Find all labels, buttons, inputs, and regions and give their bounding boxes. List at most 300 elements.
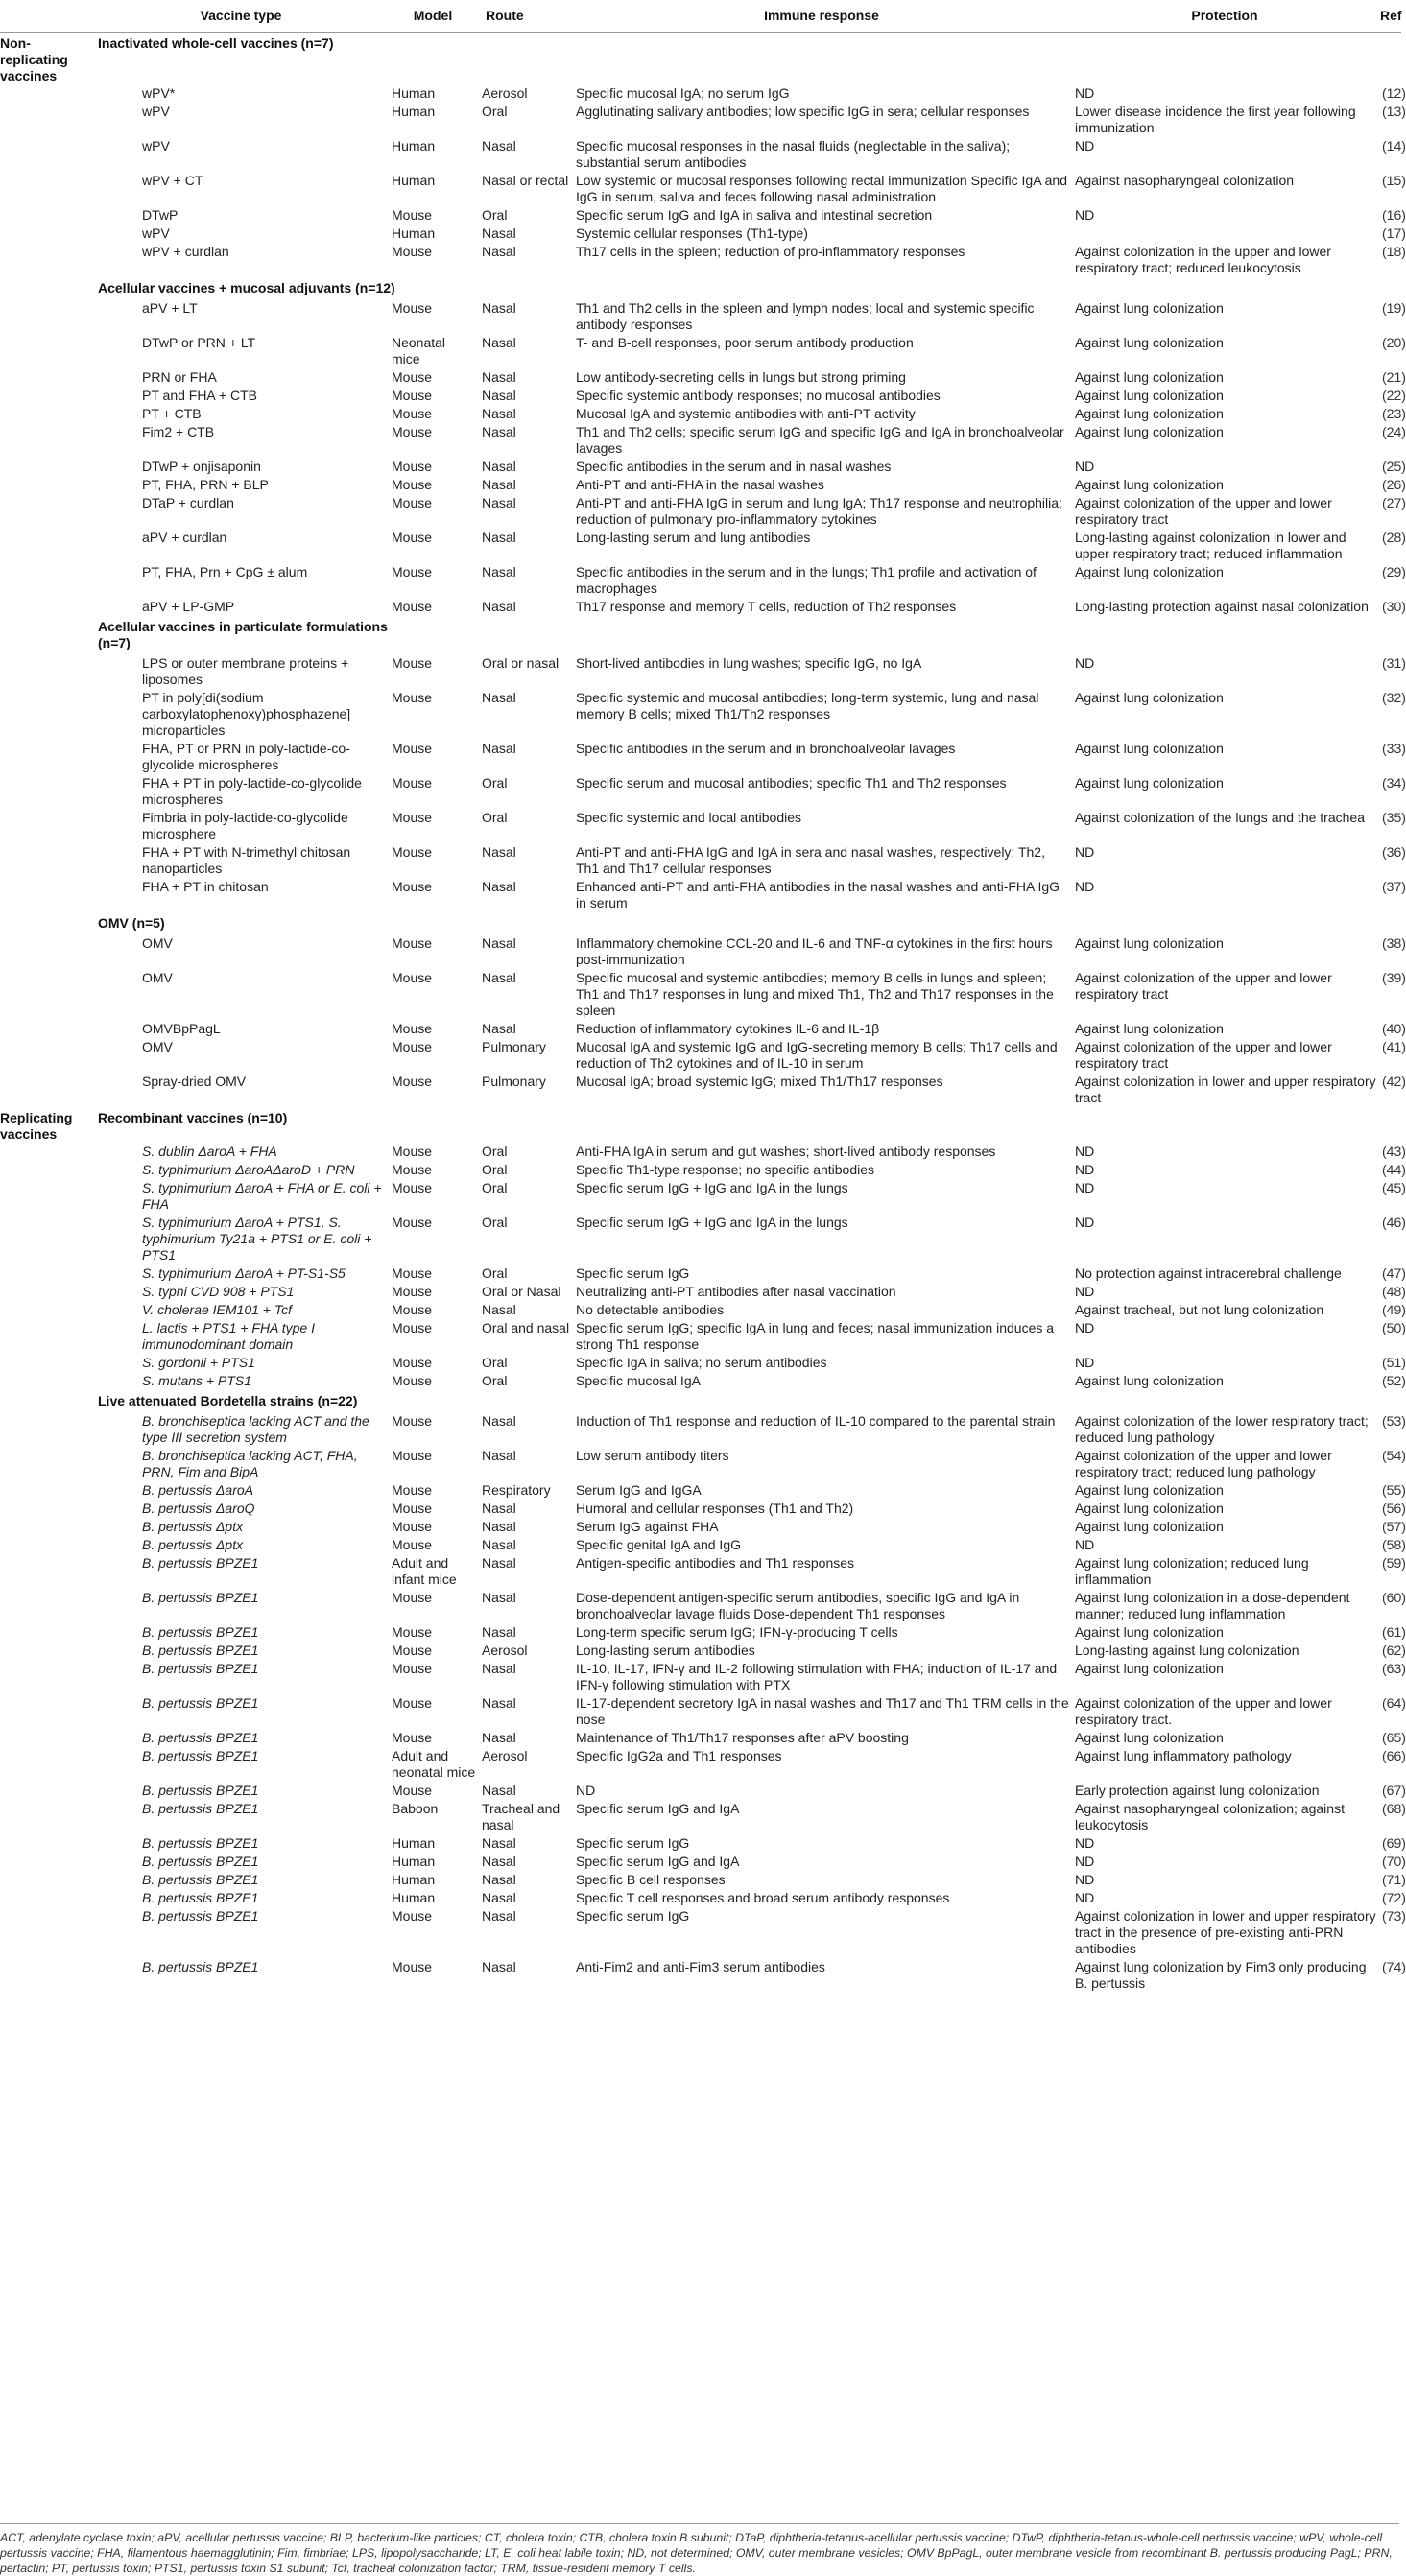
class-spacer-cell (0, 1179, 94, 1214)
protection-cell: Against lung colonization (1075, 1021, 1224, 1036)
protection-cell: ND (1075, 1180, 1095, 1195)
route-cell: Oral (482, 1373, 508, 1388)
vaccine-type-cell: Fimbria in poly-lactide-co-glycolide microsphere (142, 810, 348, 841)
model-cell: Mouse (392, 1537, 433, 1552)
model-cell: Mouse (392, 1624, 433, 1640)
immune-response-cell: Serum IgG against FHA (576, 1519, 719, 1534)
protection-cell: ND (1075, 1854, 1095, 1869)
route-cell: Respiratory (482, 1482, 551, 1498)
immune-response-cell: Th1 and Th2 cells in the spleen and lymph nodes; local and systemic specific antibody responses (576, 300, 1035, 332)
immune-response-cell: Specific systemic antibody responses; no mucosal antibodies (576, 388, 941, 403)
vaccine-type-cell: OMV (142, 1039, 173, 1054)
vaccine-type-cell: wPV (142, 104, 170, 119)
vaccine-type-cell: FHA + PT in poly-lactide-co-glycolide microspheres (142, 775, 362, 807)
reference-cell: (55) (1382, 1482, 1406, 1498)
protection-cell: ND (1075, 1872, 1095, 1887)
reference-cell: (54) (1382, 1448, 1406, 1463)
model-cell: Human (392, 138, 436, 154)
group-title: OMV (n=5) (98, 915, 165, 931)
vaccine-type-cell: S. dublin ΔaroA + FHA (142, 1144, 277, 1159)
immune-response-cell: Serum IgG and IgGA (576, 1482, 702, 1498)
class-spacer-cell (0, 458, 94, 476)
class-spacer-cell (0, 1907, 94, 1958)
immune-response-cell: Th17 cells in the spleen; reduction of pro-inflammatory responses (576, 244, 965, 259)
model-cell: Mouse (392, 775, 433, 791)
model-cell: Mouse (392, 690, 433, 705)
route-cell: Oral (482, 1144, 508, 1159)
header-model: Model (388, 2, 478, 33)
protection-cell: Against nasopharyngeal colonization (1075, 173, 1295, 188)
vaccine-type-cell: B. pertussis BPZE1 (142, 1730, 259, 1745)
route-cell: Nasal (482, 388, 516, 403)
immune-response-cell: Specific B cell responses (576, 1872, 726, 1887)
immune-response-cell: Specific serum and mucosal antibodies; specific Th1 and Th2 responses (576, 775, 1007, 791)
model-cell: Mouse (392, 1642, 433, 1658)
protection-cell: Against lung colonization (1075, 564, 1224, 579)
reference-cell: (62) (1382, 1642, 1406, 1658)
reference-cell: (47) (1382, 1265, 1406, 1281)
reference-cell: (26) (1382, 477, 1406, 492)
model-cell: Human (392, 1854, 436, 1869)
protection-cell: Against lung colonization (1075, 388, 1224, 403)
class-spacer-cell (0, 172, 94, 206)
model-cell: Mouse (392, 599, 433, 614)
protection-cell: Against lung colonization (1075, 477, 1224, 492)
vaccine-type-cell: B. pertussis BPZE1 (142, 1695, 259, 1711)
reference-cell: (71) (1382, 1872, 1406, 1887)
protection-cell: Against colonization of the upper and lower respiratory tract. (1075, 1695, 1332, 1727)
reference-cell: (40) (1382, 1021, 1406, 1036)
model-cell: Mouse (392, 244, 433, 259)
route-cell: Oral (482, 1162, 508, 1177)
model-cell: Mouse (392, 1355, 433, 1370)
protection-cell: Against lung colonization (1075, 1730, 1224, 1745)
class-spacer-cell (0, 1301, 94, 1319)
vaccine-type-cell: OMV (142, 935, 173, 951)
reference-cell: (41) (1382, 1039, 1406, 1054)
protection-cell: Long-lasting against colonization in lower and upper respiratory tract; reduced inflammation (1075, 530, 1346, 561)
class-spacer-cell (0, 243, 94, 277)
protection-cell: Lower disease incidence the first year following immunization (1075, 104, 1356, 135)
vaccine-type-cell: wPV (142, 225, 170, 241)
reference-cell: (72) (1382, 1890, 1406, 1905)
vaccine-type-cell: B. pertussis BPZE1 (142, 1854, 259, 1869)
route-cell: Nasal (482, 970, 516, 985)
reference-cell: (60) (1382, 1590, 1406, 1605)
reference-cell: (12) (1382, 85, 1406, 101)
protection-cell: ND (1075, 1320, 1095, 1335)
class-spacer-cell (0, 809, 94, 843)
model-cell: Mouse (392, 1661, 433, 1676)
class-spacer-cell (0, 1782, 94, 1800)
model-cell: Mouse (392, 1448, 433, 1463)
route-cell: Nasal (482, 1661, 516, 1676)
reference-cell: (29) (1382, 564, 1406, 579)
route-cell: Nasal (482, 138, 516, 154)
vaccine-type-cell: aPV + LP-GMP (142, 599, 235, 614)
immune-response-cell: Specific systemic and mucosal antibodies; long-term systemic, lung and nasal memory B cells; mixed Th1/Th2 responses (576, 690, 1039, 721)
table-footnote: ACT, adenylate cyclase toxin; aPV, acellular pertussis vaccine; BLP, bacterium-like particles; CT, cholera toxin; CTB, cholera toxin B subunit; DTaP, diphtheria-tetanus-acellular pertussis vaccine; DTwP, diphtheria-tetanus-whole-cell pertussis vaccine; wPV, whole-cell pertussis vaccine; FHA, filamentous haemagglutinin; Fim, fimbriae; LPS, lipopolysaccharide; LT, E. coli heat labile toxin; ND, not determined; OMV, outer membrane vesicles; OMV BpPagL, outer membrane vesicle from recombinant B. pertussis producing PagL; PRN, pertactin; PT, pertussis toxin; PTS1, pertussis toxin S1 subunit; Tcf, tracheal colonization factor; TRM, tissue-resident memory T cells. (0, 2523, 1399, 2576)
model-cell: Mouse (392, 1730, 433, 1745)
vaccine-type-cell: B. pertussis BPZE1 (142, 1555, 259, 1571)
model-cell: Mouse (392, 655, 433, 671)
reference-cell: (64) (1382, 1695, 1406, 1711)
immune-response-cell: Specific serum IgG (576, 1908, 690, 1924)
reference-cell: (19) (1382, 300, 1406, 316)
model-cell: Mouse (392, 1180, 433, 1195)
model-cell: Mouse (392, 810, 433, 825)
model-cell: Mouse (392, 459, 433, 474)
route-cell: Oral (482, 1215, 508, 1230)
route-cell: Nasal (482, 1890, 516, 1905)
reference-cell: (49) (1382, 1302, 1406, 1317)
vaccine-type-cell: Fim2 + CTB (142, 424, 215, 439)
model-cell: Mouse (392, 388, 433, 403)
model-cell: Neonatal mice (392, 335, 446, 366)
route-cell: Oral (482, 1355, 508, 1370)
vaccine-type-cell: PT and FHA + CTB (142, 388, 257, 403)
reference-cell: (14) (1382, 138, 1406, 154)
route-cell: Nasal (482, 369, 516, 385)
protection-cell: ND (1075, 1162, 1095, 1177)
immune-response-cell: Specific serum IgG and IgA in saliva and intestinal secretion (576, 207, 933, 223)
vaccine-type-cell: FHA + PT in chitosan (142, 879, 269, 894)
vaccine-type-cell: S. typhimurium ΔaroA + PT-S1-S5 (142, 1265, 346, 1281)
model-cell: Mouse (392, 1482, 433, 1498)
route-cell: Nasal (482, 1872, 516, 1887)
model-cell: Mouse (392, 1959, 433, 1974)
model-cell: Mouse (392, 564, 433, 579)
route-cell: Nasal (482, 879, 516, 894)
model-cell: Baboon (392, 1801, 439, 1816)
model-cell: Mouse (392, 1783, 433, 1798)
vaccine-type-cell: FHA, PT or PRN in poly-lactide-co-glycolide microspheres (142, 741, 350, 772)
group-title: Inactivated whole-cell vaccines (n=7) (98, 35, 334, 51)
protection-cell: ND (1075, 655, 1095, 671)
protection-cell: ND (1075, 138, 1095, 154)
route-cell: Nasal (482, 741, 516, 756)
model-cell: Mouse (392, 970, 433, 985)
protection-cell: Against lung colonization (1075, 1501, 1224, 1516)
route-cell: Nasal (482, 844, 516, 860)
class-spacer-cell (0, 1853, 94, 1871)
immune-response-cell: Specific antibodies in the serum and in the lungs; Th1 profile and activation of macrophages (576, 564, 1037, 596)
class-spacer-cell (0, 1020, 94, 1038)
immune-response-cell: No detectable antibodies (576, 1302, 725, 1317)
class-spacer-cell (0, 1660, 94, 1694)
class-spacer-cell (0, 1500, 94, 1518)
reference-cell: (46) (1382, 1215, 1406, 1230)
protection-cell: Against colonization in lower and upper respiratory tract (1075, 1074, 1376, 1105)
model-cell: Mouse (392, 1302, 433, 1317)
header-class (0, 2, 94, 33)
vaccine-type-cell: B. pertussis Δptx (142, 1537, 244, 1552)
protection-cell: ND (1075, 207, 1095, 223)
class-spacer-cell (0, 878, 94, 912)
protection-cell: Against colonization in lower and upper respiratory tract in the presence of pre-existing anti-PRN antibodies (1075, 1908, 1376, 1956)
immune-response-cell: Specific antibodies in the serum and in nasal washes (576, 459, 892, 474)
vaccine-type-cell: B. pertussis ΔaroA (142, 1482, 253, 1498)
protection-cell: Against lung colonization (1075, 1624, 1224, 1640)
model-cell: Mouse (392, 477, 433, 492)
reference-cell: (67) (1382, 1783, 1406, 1798)
immune-response-cell: Specific mucosal responses in the nasal fluids (neglectable in the saliva); substantial serum antibodies (576, 138, 1011, 170)
model-cell: Mouse (392, 1501, 433, 1516)
protection-cell: Against lung colonization (1075, 1661, 1224, 1676)
class-spacer-cell (0, 1161, 94, 1179)
vaccine-type-cell: B. pertussis BPZE1 (142, 1661, 259, 1676)
protection-cell: Against tracheal, but not lung colonization (1075, 1302, 1324, 1317)
reference-cell: (68) (1382, 1801, 1406, 1816)
reference-cell: (38) (1382, 935, 1406, 951)
protection-cell: Against colonization of the upper and lower respiratory tract (1075, 970, 1332, 1002)
reference-cell: (63) (1382, 1661, 1406, 1676)
protection-cell: Against colonization of the upper and lower respiratory tract; reduced lung pathology (1075, 1448, 1332, 1479)
class-spacer-cell (0, 137, 94, 172)
reference-cell: (13) (1382, 104, 1406, 119)
immune-response-cell: Antigen-specific antibodies and Th1 responses (576, 1555, 855, 1571)
model-cell: Mouse (392, 1284, 433, 1299)
class-spacer-cell (0, 1038, 94, 1073)
immune-response-cell: Specific mucosal and systemic antibodies; memory B cells in lungs and spleen; Th1 and Th17 responses in lung and mixed Th1, Th2 and Th17 responses in the spleen (576, 970, 1054, 1018)
class-spacer-cell (0, 1834, 94, 1853)
immune-response-cell: Induction of Th1 response and reduction of IL-10 compared to the parental strain (576, 1413, 1056, 1429)
immune-response-cell: Inflammatory chemokine CCL-20 and IL-6 and TNF-α cytokines in the first hours post-immunization (576, 935, 1053, 967)
vaccine-type-cell: DTwP + onjisaponin (142, 459, 261, 474)
model-cell: Mouse (392, 844, 433, 860)
immune-response-cell: Specific mucosal IgA (576, 1373, 701, 1388)
immune-response-cell: Anti-Fim2 and anti-Fim3 serum antibodies (576, 1959, 825, 1974)
vaccine-type-cell: wPV (142, 138, 170, 154)
model-cell: Mouse (392, 369, 433, 385)
header-vaccine-type: Vaccine type (94, 2, 388, 33)
model-cell: Human (392, 1890, 436, 1905)
reference-cell: (37) (1382, 879, 1406, 894)
protection-cell: ND (1075, 1144, 1095, 1159)
class-spacer-cell (0, 1073, 94, 1107)
class-spacer-cell (0, 103, 94, 137)
immune-response-cell: Reduction of inflammatory cytokines IL-6 and IL-1β (576, 1021, 880, 1036)
model-cell: Mouse (392, 741, 433, 756)
class-spacer-cell (0, 206, 94, 225)
group-title: Acellular vaccines in particulate formulations (n=7) (98, 619, 388, 650)
vaccine-type-cell: DTwP (142, 207, 179, 223)
immune-response-cell: Mucosal IgA and systemic IgG and IgG-secreting memory B cells; Th17 cells and reduction of Th2 cytokines and of IL-10 in serum (576, 1039, 1058, 1071)
protection-cell: Long-lasting against lung colonization (1075, 1642, 1299, 1658)
protection-cell: Against lung colonization (1075, 741, 1224, 756)
immune-response-cell: Anti-PT and anti-FHA in the nasal washes (576, 477, 824, 492)
immune-response-cell: Low systemic or mucosal responses following rectal immunization Specific IgA and IgG in serum, saliva and feces following nasal administration (576, 173, 1068, 204)
protection-cell: ND (1075, 459, 1095, 474)
reference-cell: (23) (1382, 406, 1406, 421)
class-spacer-cell (0, 1871, 94, 1889)
reference-cell: (36) (1382, 844, 1406, 860)
immune-response-cell: Low antibody-secreting cells in lungs but strong priming (576, 369, 906, 385)
class-spacer-cell (0, 405, 94, 423)
class-spacer-cell (0, 1372, 94, 1390)
class-spacer-cell (0, 1283, 94, 1301)
class-spacer-cell (0, 1747, 94, 1782)
route-cell: Oral (482, 1180, 508, 1195)
model-cell: Mouse (392, 1373, 433, 1388)
route-cell: Oral (482, 775, 508, 791)
route-cell: Nasal (482, 530, 516, 545)
immune-response-cell: IL-10, IL-17, IFN-γ and IL-2 following stimulation with FHA; induction of IL-17 and IFN-γ following stimulation with PTX (576, 1661, 1058, 1692)
protection-cell: Against colonization in the upper and lower respiratory tract; reduced leukocytosis (1075, 244, 1331, 275)
vaccine-type-cell: B. pertussis BPZE1 (142, 1783, 259, 1798)
vaccine-type-cell: PT + CTB (142, 406, 202, 421)
route-cell: Nasal (482, 1730, 516, 1745)
route-cell: Nasal (482, 1695, 516, 1711)
vaccine-type-cell: wPV + CT (142, 173, 203, 188)
reference-cell: (58) (1382, 1537, 1406, 1552)
vaccine-type-cell: PRN or FHA (142, 369, 217, 385)
class-spacer-cell (0, 1623, 94, 1642)
vaccine-class-label: Replicating vaccines (0, 1110, 73, 1142)
route-cell: Aerosol (482, 85, 528, 101)
reference-cell: (44) (1382, 1162, 1406, 1177)
class-spacer-cell (0, 1354, 94, 1372)
immune-response-cell: Specific systemic and local antibodies (576, 810, 802, 825)
protection-cell: ND (1075, 1537, 1095, 1552)
route-cell: Nasal or rectal (482, 173, 569, 188)
class-spacer-cell (0, 598, 94, 616)
immune-response-cell: Th17 response and memory T cells, reduction of Th2 responses (576, 599, 957, 614)
vaccine-type-cell: Spray-dried OMV (142, 1074, 247, 1089)
protection-cell: Long-lasting protection against nasal colonization (1075, 599, 1369, 614)
route-cell: Nasal (482, 244, 516, 259)
model-cell: Mouse (392, 424, 433, 439)
route-cell: Nasal (482, 1783, 516, 1798)
model-cell: Mouse (392, 1413, 433, 1429)
immune-response-cell: T- and B-cell responses, poor serum antibody production (576, 335, 914, 350)
route-cell: Pulmonary (482, 1039, 546, 1054)
model-cell: Mouse (392, 495, 433, 510)
reference-cell: (73) (1382, 1908, 1406, 1924)
header-immune-response: Immune response (572, 2, 1071, 33)
route-cell: Nasal (482, 935, 516, 951)
vaccine-type-cell: B. pertussis BPZE1 (142, 1908, 259, 1924)
class-spacer-cell (0, 934, 94, 969)
model-cell: Mouse (392, 1039, 433, 1054)
reference-cell: (30) (1382, 599, 1406, 614)
route-cell: Nasal (482, 225, 516, 241)
model-cell: Human (392, 173, 436, 188)
group-title: Acellular vaccines + mucosal adjuvants (n=12) (98, 280, 395, 295)
vaccine-type-cell: B. pertussis BPZE1 (142, 1872, 259, 1887)
vaccine-type-cell: B. pertussis BPZE1 (142, 1890, 259, 1905)
vaccine-type-cell: S. mutans + PTS1 (142, 1373, 251, 1388)
model-cell: Mouse (392, 1590, 433, 1605)
immune-response-cell: Specific IgG2a and Th1 responses (576, 1748, 782, 1763)
vaccine-type-cell: PT, FHA, PRN + BLP (142, 477, 269, 492)
empty-cell (0, 912, 94, 934)
immune-response-cell: Long-term specific serum IgG; IFN-γ-producing T cells (576, 1624, 898, 1640)
route-cell: Oral (482, 104, 508, 119)
protection-cell: Against lung inflammatory pathology (1075, 1748, 1292, 1763)
class-spacer-cell (0, 368, 94, 387)
reference-cell: (59) (1382, 1555, 1406, 1571)
route-cell: Oral or Nasal (482, 1284, 561, 1299)
vaccine-type-cell: FHA + PT with N-trimethyl chitosan nanoparticles (142, 844, 351, 876)
protection-cell: Against lung colonization in a dose-dependent manner; reduced lung inflammation (1075, 1590, 1350, 1621)
immune-response-cell: Systemic cellular responses (Th1-type) (576, 225, 808, 241)
protection-cell: ND (1075, 1215, 1095, 1230)
immune-response-cell: Specific serum IgG (576, 1835, 690, 1851)
reference-cell: (56) (1382, 1501, 1406, 1516)
vaccine-type-cell: S. typhimurium ΔaroA + PTS1, S. typhimurium Ty21a + PTS1 or E. coli + PTS1 (142, 1215, 372, 1263)
immune-response-cell: ND (576, 1783, 596, 1798)
protection-cell: ND (1075, 1284, 1095, 1299)
immune-response-cell: Specific serum IgG + IgG and IgA in the lungs (576, 1215, 848, 1230)
route-cell: Tracheal and nasal (482, 1801, 560, 1832)
reference-cell: (33) (1382, 741, 1406, 756)
vaccine-type-cell: B. bronchiseptica lacking ACT and the type III secretion system (142, 1413, 369, 1445)
protection-cell: Against lung colonization (1075, 424, 1224, 439)
route-cell: Nasal (482, 424, 516, 439)
reference-cell: (17) (1382, 225, 1406, 241)
header-route: Route (478, 2, 572, 33)
protection-cell: Against lung colonization (1075, 369, 1224, 385)
reference-cell: (25) (1382, 459, 1406, 474)
protection-cell: ND (1075, 1835, 1095, 1851)
reference-cell: (15) (1382, 173, 1406, 188)
vaccine-type-cell: B. pertussis BPZE1 (142, 1959, 259, 1974)
route-cell: Nasal (482, 599, 516, 614)
class-spacer-cell (0, 1319, 94, 1354)
model-cell: Mouse (392, 1320, 433, 1335)
protection-cell: ND (1075, 844, 1095, 860)
class-spacer-cell (0, 1958, 94, 1993)
vaccine-type-cell: S. typhimurium ΔaroAΔaroD + PRN (142, 1162, 355, 1177)
protection-cell: Against colonization of the upper and lower respiratory tract (1075, 495, 1332, 527)
immune-response-cell: Specific serum IgG (576, 1265, 690, 1281)
protection-cell: Against lung colonization by Fim3 only producing B. pertussis (1075, 1959, 1367, 1991)
vaccine-class-label: Non-replicating vaccines (0, 35, 68, 83)
route-cell: Nasal (482, 690, 516, 705)
model-cell: Mouse (392, 1519, 433, 1534)
route-cell: Nasal (482, 406, 516, 421)
reference-cell: (27) (1382, 495, 1406, 510)
reference-cell: (22) (1382, 388, 1406, 403)
class-spacer-cell (0, 423, 94, 458)
model-cell: Mouse (392, 935, 433, 951)
header-protection: Protection (1071, 2, 1378, 33)
reference-cell: (43) (1382, 1144, 1406, 1159)
vaccine-type-cell: B. pertussis ΔaroQ (142, 1501, 255, 1516)
route-cell: Nasal (482, 1501, 516, 1516)
route-cell: Nasal (482, 1854, 516, 1869)
vaccine-type-cell: B. pertussis BPZE1 (142, 1590, 259, 1605)
route-cell: Nasal (482, 1021, 516, 1036)
class-spacer-cell (0, 1214, 94, 1264)
reference-cell: (21) (1382, 369, 1406, 385)
vaccine-type-cell: B. pertussis BPZE1 (142, 1748, 259, 1763)
reference-cell: (20) (1382, 335, 1406, 350)
model-cell: Mouse (392, 1695, 433, 1711)
protection-cell: Against lung colonization; reduced lung inflammation (1075, 1555, 1309, 1587)
model-cell: Mouse (392, 1021, 433, 1036)
immune-response-cell: Long-lasting serum and lung antibodies (576, 530, 811, 545)
class-spacer-cell (0, 1481, 94, 1500)
immune-response-cell: Anti-PT and anti-FHA IgG in serum and lung IgA; Th17 response and neutrophilia; reduction of pulmonary pro-inflammatory cytokines (576, 495, 1062, 527)
vaccine-type-cell: S. typhi CVD 908 + PTS1 (142, 1284, 295, 1299)
class-spacer-cell (0, 969, 94, 1020)
route-cell: Nasal (482, 1835, 516, 1851)
reference-cell: (74) (1382, 1959, 1406, 1974)
header-ref: Ref (1378, 2, 1401, 33)
route-cell: Nasal (482, 1555, 516, 1571)
